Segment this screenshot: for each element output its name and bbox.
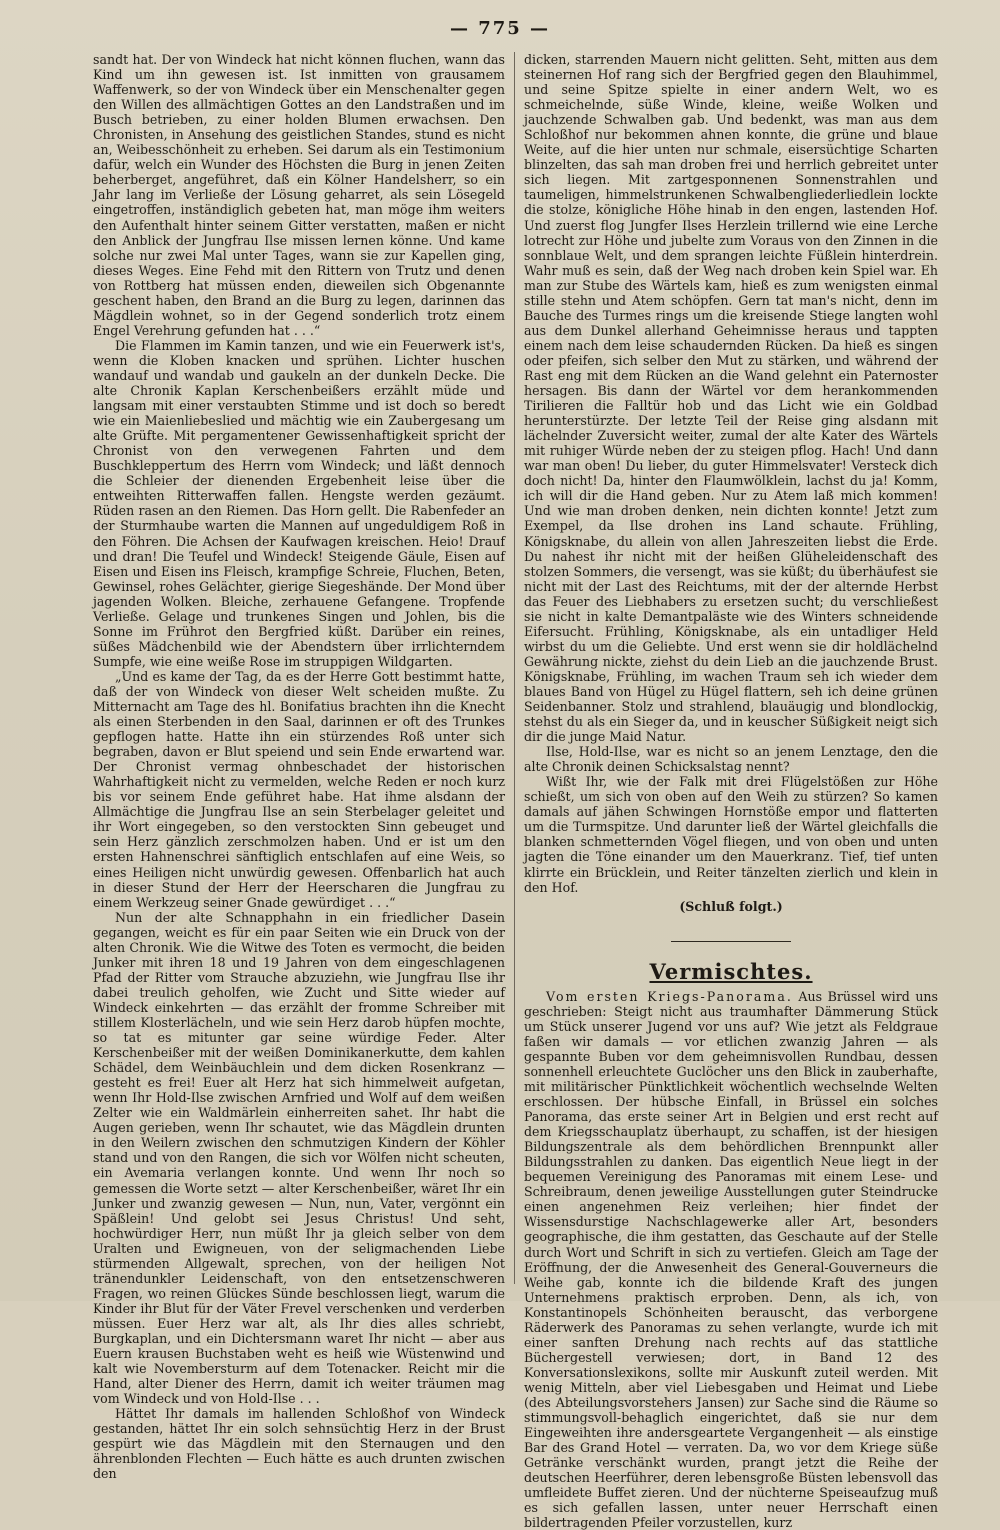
paragraph: Ilse, Hold-Ilse, war es nicht so an jenem Lenztage, den die alte Chronik deinen Schicksalstag nennt? <box>524 744 938 775</box>
column-divider <box>514 52 515 1284</box>
paragraph: Hättet Ihr damals im hallenden Schloßhof von Windeck gestanden, hättet Ihr ein solch sehnsüchtig Herz in der Brust gespürt wie das Mägdlein mit den Sternaugen und den ährenblonden Flechten — Euch hätte es auch drunten zwischen den <box>93 1406 505 1482</box>
section-heading: Vermischtes. <box>649 958 813 984</box>
paragraph: sandt hat. Der von Windeck hat nicht können fluchen, wann das Kind um ihn gewesen ist. Ist inmitten von grausamem Waffenwerk, so der von Windeck über ein Menschenalter gegen den Willen des allmächtigen Gottes an den Landstraßen und im Busch betrieben, zu einer holden Blumen erwachsen. Den Chronisten, in Ansehung des geistlichen Standes, stund es nicht an, Weibesschönheit zu erheben. Sei darum als ein Testimonium dafür, welch ein Wunder des Höchsten die Burg in jenen Zeiten beherberget, angeführet, daß ein Kölner Handelsherr, so ein Jahr lang im Verließe der Lösung geharret, als sein Lösegeld eingetroffen, inständiglich gebeten hat, man möge ihm weiters den Aufenthalt hinter seinem Gitter verstatten, maßen er nicht den Anblick der Jungfrau Ilse missen lernen könne. Und kame solche nur zwei Mal unter Tages, wann sie zur Kapellen ging, dieses Weges. Eine Fehd mit den Rittern von Trutz und denen von Rottberg hat müssen enden, dieweilen sich Obgenannte geschent haben, den Brand an die Burg zu legen, darinnen das Mägdlein wohnet, so in der Gegend sonderlich trotz einem Engel Verehrung gefunden hat . . .“ <box>93 52 505 338</box>
to-be-continued-note: (Schluß folgt.) <box>679 898 783 914</box>
section-separator <box>524 930 938 945</box>
notice-paragraph <box>524 989 938 1530</box>
paragraph: dicken, starrenden Mauern nicht gelitten. Seht, mitten aus dem steinernen Hof rang sich der Bergfried gegen den Blauhimmel, und seine Spitze spielte in einer andern Welt, wo es schmeichelnde, süße Winde, kleine, weiße Wolken und jauchzende Schwalben gab. Und bedenkt, was man aus dem Schloßhof nur bekommen ahnen konnte, die grüne und blaue Weite, auf die hier unten nur schmale, eisersüchtige Scharten blinzelten, das sah man droben frei und herrlich gebreitet unter sich liegen. Mit zartgesponnenen Sonnenstrahlen und taumeligen, himmelstrunkenen Schwalbengliederliedlein lockte die stolze, königliche Höhe hinab in den engen, lastenden Hof. Und zuerst flog Jungfer Ilses Herzlein trillernd wie eine Lerche lotrecht zur Höhe und jubelte zum Voraus von den Zinnen in die sonnblaue Welt, und dem sprangen leichte Füßlein hinterdrein. Wahr muß es sein, daß der Weg nach droben kein Spiel war. Eh man zur Stube des Wärtels kam, hieß es zum wenigsten einmal stille stehn und Atem schöpfen. Gern tat man's nicht, denn im Bauche des Turmes rings um die kreisende Stiege langten wohl aus dem Dunkel allerhand Geheimnisse heraus und tappten einem nach dem leise schaudernden Rücken. Da hieß es singen oder pfeifen, sich selber den Mut zu stärken, und während der Rast eng mit dem Rücken an die Wand gelehnt ein Paternoster hersagen. Bis dann der Wärtel vor dem herankommenden Tirilieren die Falltür hob und das Licht wie ein Goldbad herunterstürzte. Der letzte Teil der Reise ging alsdann mit lächelnder Zuversicht weiter, zumal der alte Kater des Wärtels mit ruhiger Würde neben der zu steigen pflog. Hach! Und dann war man oben! Du lieber, du guter Himmelsvater! Versteck dich doch nicht! Da, hinter den Flaumwölklein, lachst du ja! Komm, ich will dir die Hand geben. Nur zu Atem laß mich kommen! Und wie man droben denken, nein dichten konnte! Jetzt zum Exempel, da Ilse drohen ins Land schaute. Frühling, Königsknabe, du allein von allen Jahreszeiten liebst die Erde. Du nahest ihr nicht mit der heißen Glüheleidenschaft des stolzen Sommers, die versengt, was sie küßt; du überhäufest sie nicht mit der Last des Reichtums, mit der der alternde Herbst das Feuer des Liebhabers zu ersetzen sucht; du verschließest sie nicht in kalte Demantpaläste wie des Winters schneidende Eifersucht. Frühling, Königsknabe, als ein untadliger Held wirbst du um die Geliebte. Und erst wenn sie dir holdlächelnd Gewährung nickte, ziehst du dein Lieb an die jauchzende Brust. Königsknabe, Frühling, im wachen Traum seh ich wieder dem blaues Band von Hügel zu Hügel flattern, seh ich deine grünen Seidenbanner. Stolz und strahlend, blauäugig und blondlockig, stehst du als ein Sieger da, und in keuscher Süßigkeit neigt sich dir die junge Maid Natur. <box>524 52 938 745</box>
right-column <box>524 52 938 1530</box>
notice-body: Aus Brüssel wird uns geschrieben: Steigt nicht aus traumhafter Dämmerung Stück um Stück unserer Jugend vor uns auf? Wie jetzt als Feldgraue faßen wir damals — vor etlichen zwanzig Jahren — als gespannte Buben vor dem geheimnisvollen Rundbau, dessen sonnenhell erleuchtete Guclöcher uns den Blick in zauberhafte, mit militärischer Pünktlichkeit wöchentlich wechselnde Welten erschlossen. Der hübsche Einfall, in Brüssel ein solches Panorama, das erste seiner Art in Belgien und erst recht auf dem Kriegsschauplatz überhaupt, zu schaffen, ist der hiesigen Bildungszentrale als dem behördlichen Brennpunkt aller Bildungsstrahlen zu danken. Das eigentlich Neue liegt in der bequemen Vereinigung des Panoramas mit einem Lese- und Schreibraum, denen jeweilige Ausstellungen guter Steindrucke einen angenehmen Reiz verleihen; hier findet der Wissensdurstige Nachschlagewerke aller Art, besonders geographische, die ihm gestatten, das Geschaute auf der Stelle durch Wort und Schrift in sich zu vertiefen. Gleich am Tage der Eröffnung, der die Anwesenheit des General-Gouverneurs die Weihe gab, konnte ich die bildende Kraft des jungen Unternehmens praktisch erproben. Denn, als ich, von Konstantinopels Schönheiten berauscht, das verborgene Räderwerk des Panoramas zu sehen verlangte, wurde ich mit einer sanften Drehung nach rechts auf das stattliche Büchergestell verwiesen; dort, in Band 12 des Konversationslexikons, sollte mir Auskunft zuteil werden. Mit wenig Mitteln, aber viel Liebesgaben und Heimat und Liebe (des Abteilungsvorstehers Jansen) zur Sache sind die Räume so stimmungsvoll-behaglich eingerichtet, daß sie nur dem Eingeweihten ihre andersgeartete Vergangenheit — als einstige Bar des Grand Hotel — verraten. Da, wo vor dem Kriege süße Getränke verschänkt wurden, prangt jetzt die Reihe der deutschen Heerführer, deren lebensgroße Büsten lebensvoll das umfleidete Buffet zieren. Und der nüchterne Speiseaufzug muß es sich gefallen lassen, unter neuer Herrschaft einen bildertragenden Pfeiler vorzustellen, kurz <box>524 988 938 1530</box>
page-number: — 775 — <box>449 18 551 39</box>
paragraph: Nun der alte Schnapphahn in ein friedlicher Dasein gegangen, weicht es für ein paar Seiten wie ein Druck von der alten Chronik. Wie die Witwe des Toten es vermocht, die beiden Junker mit ihren 18 und 19 Jahren von dem eingeschlagenen Pfad der Ritter vom Strauche abzuziehn, wie Jungfrau Ilse ihr dabei treulich geholfen, wie Zucht und Sitte wieder auf Windeck einkehrten — das erzählt der fromme Schreiber mit stillem Klosterlächeln, und wie sein Herz darob hüpfen mochte, so tat es mitunter gar seine würdige Feder. Alter Kerschenbeißer mit der weißen Dominikanerkutte, dem kahlen Schädel, dem Weinbäuchlein und dem dicken Rosenkranz — gesteht es frei! Euer alt Herz hat sich himmelweit aufgetan, wenn Ihr Hold-Ilse zwischen Arnfried und Wolf auf dem weißen Zelter wie ein Waldmärlein einherreiten sahet. Ihr habt die Augen gerieben, wenn Ihr schautet, wie das Mägdlein drunten in den Weilern zwischen den schmutzigen Kindern der Köhler stand und von den Rangen, die sich vor Wölfen nicht scheuten, ein Avemaria verlangen konnte. Und wenn Ihr noch so gemessen die Worte setzt — alter Kerschenbeißer, wäret Ihr ein Junker und zwanzig gewesen — Nun, nun, Vater, vergönnt ein Späßlein! Und gelobt sei Jesus Christus! Und seht, hochwürdiger Herr, nun müßt Ihr ja gleich selber von dem Uralten und Ewigneuen, von der seligmachenden Liebe stürmenden Allgewalt, sprechen, von der heiligen Not tränendunkler Leidenschaft, von den entsetzenschweren Fragen, wo reinen Glückes Sünde beschlossen liegt, warum die Kinder ihr Blut für der Väter Frevel verschenken und verderben müssen. Euer Herz war alt, als Ihr dies alles schriebt, Burgkaplan, und ein Dichtersmann waret Ihr nicht — aber aus Euern krausen Buchstaben weht es heiß wie Wüstenwind und kalt wie Novembersturm auf dem Totenacker. Reicht mir die Hand, alter Diener des Herrn, damit ich weiter träumen mag vom Windeck und von Hold-Ilse . . . <box>93 909 505 1407</box>
left-column <box>93 52 505 1482</box>
paragraph: „Und es kame der Tag, da es der Herre Gott bestimmt hatte, daß der von Windeck von dieser Welt scheiden mußte. Zu Mitternacht am Tage des hl. Bonifatius brachten ihn die Knecht als einen Sterbenden in den Saal, darinnen er oft des Trunkes gepflogen hatte. Hatte ihn ein stürzendes Roß unter sich begraben, davon er Blut speiend und sein Ende erwartend war. Der Chronist vermag ohnbeschadet der historischen Wahrhaftigkeit nicht zu vermelden, welche Reden er noch kurz bis vor seinem Ende geführet habe. Hat ihme alsdann der Allmächtige die Jungfrau Ilse an sein Sterbelager geleitet und ihr Wort eingegeben, so den verstockten Sinn gebeuget und sein Herz gänzlich zerschmolzen haben. Und er ist um den ersten Hahnenschrei sänftiglich entschlafen auf eine Weis, so eines Heiligen nicht unwürdig gewesen. Offenbarlich hat auch in dieser Stund der Herr der Heerscharen die Jungfrau zu einem Werkzeug seiner Gnade gewürdiget . . .“ <box>93 668 505 910</box>
paragraph: Die Flammen im Kamin tanzen, und wie ein Feuerwerk ist's, wenn die Kloben knacken und sprühen. Lichter huschen wandauf und wandab und gaukeln an der dunkeln Decke. Die alte Chronik Kaplan Kerschenbeißers erzählt müde und langsam mit einer verstaubten Stimme und ist doch so beredt wie ein Maienliebeslied und mächtig wie ein Zaubergesang um alte Grüfte. Mit pergamentener Gewissenhaftigkeit spricht der Chronist von den verwegenen Fahrten und dem Buschkleppertum des Herrn vom Windeck; und läßt dennoch die Schleier der dienenden Ergebenheit leise über die entweihten Ritterwaffen fallen. Hengste werden gezäumt. Rüden rasen an den Riemen. Das Horn gellt. Die Rabenfeder an der Sturmhaube warten die Mannen auf ungeduldigem Roß in den Föhren. Die Achsen der Kaufwagen kreischen. Heio! Drauf und dran! Die Teufel und Windeck! Steigende Gäule, Eisen auf Eisen und Eisen ins Fleisch, krampfige Schreie, Fluchen, Beten, Gewinsel, rohes Gelächter, gierige Siegeshände. Der Mond über jagenden Wolken. Bleiche, zerhauene Gefangene. Tropfende Verließe. Gelage und trunkenes Singen und Johlen, bis die Sonne im Frührot den Bergfried küßt. Darüber ein reines, süßes Mädchenbild wie der Abendstern über irrlichterndem Sumpfe, wie eine weiße Rose im struppigen Wildgarten. <box>93 337 505 669</box>
paragraph: Wißt Ihr, wie der Falk mit drei Flügelstößen zur Höhe schießt, um sich von oben auf den Weih zu stürzen? So kamen damals auf jähen Schwingen Hornstöße empor und flatterten um die Turmspitze. Und darunter ließ der Wärtel gleichfalls die blanken schmetternden Vögel fliegen, und von oben und unten jagten die Töne einander um den Mauerkranz. Tief, tief unten klirrte ein Brücklein, und Reiter tänzelten zierlich und klein in den Hof. <box>524 774 938 895</box>
notice-title: Vom ersten Kriegs-Panorama. <box>546 988 793 1004</box>
